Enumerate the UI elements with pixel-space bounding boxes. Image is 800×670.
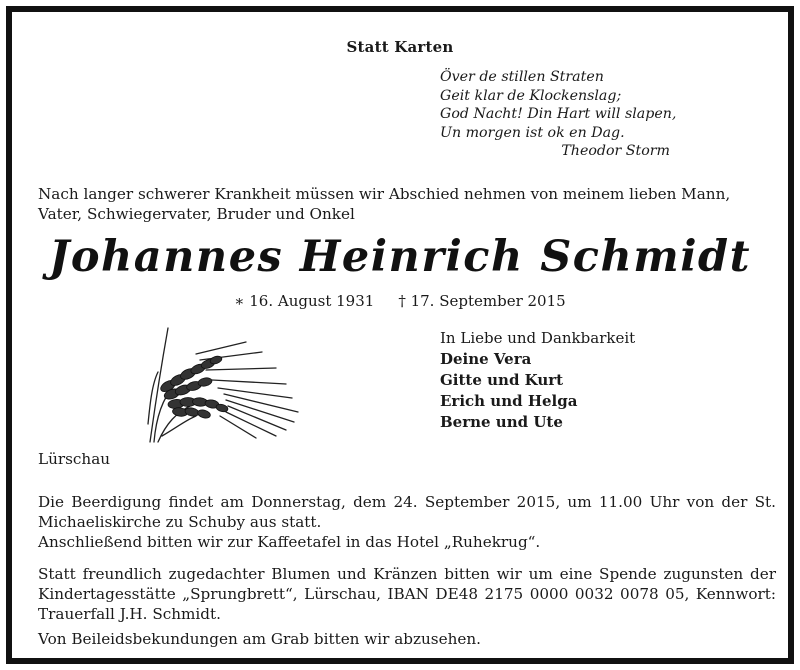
mourner-name: Erich und Helga xyxy=(440,392,578,410)
mourners-intro: In Liebe und Dankbarkeit xyxy=(440,329,636,347)
poem-line: God Nacht! Din Hart will slapen, xyxy=(440,106,677,122)
birth-date: ∗ 16. August 1931 xyxy=(234,292,375,310)
poem-author: Theodor Storm xyxy=(561,143,670,159)
poem xyxy=(440,68,690,161)
obituary-notice xyxy=(6,6,794,664)
donation-request: Statt freundlich zugedachter Blumen und Kränzen bitten wir um eine Spende zugunsten der Kindertagesstätte „Sprungbrett“, Lürschau, IBAN DE48 2175 0000 0032 0078 05, Kennwort: Trauerfall J.H. Schmidt. xyxy=(38,565,776,623)
poem-line: Un morgen ist ok en Dag. xyxy=(440,124,625,141)
place-name: Lürschau xyxy=(38,450,111,468)
mourner-name: Gitte und Kurt xyxy=(440,371,564,389)
reception-details: Anschließend bitten wir zur Kaffeetafel in das Hotel „Ruhekrug“. xyxy=(38,533,541,551)
notice-heading: Statt Karten xyxy=(346,38,454,56)
mourners-block xyxy=(440,328,760,433)
poem-line: Geit klar de Klockenslag; xyxy=(440,87,622,104)
poem-line: Över de stillen Straten xyxy=(440,69,604,85)
mourner-name: Deine Vera xyxy=(440,350,532,368)
condolence-note: Von Beileidsbekundungen am Grab bitten wir abzusehen. xyxy=(38,630,481,648)
life-dates xyxy=(12,292,788,310)
mourner-name: Berne und Ute xyxy=(440,413,563,431)
wheat-ears-icon xyxy=(136,324,306,446)
death-date: † 17. September 2015 xyxy=(398,292,566,310)
burial-info xyxy=(38,492,776,552)
burial-details: Die Beerdigung findet am Donnerstag, dem 24. September 2015, um 11.00 Uhr von der St. Michaeliskirche zu Schuby aus statt. xyxy=(38,493,776,531)
deceased-name: Johannes Heinrich Schmidt xyxy=(49,232,751,282)
intro-text: Nach langer schwerer Krankheit müssen wir Abschied nehmen von meinem lieben Mann, Vater, Schwiegervater, Bruder und Onkel xyxy=(38,185,731,223)
